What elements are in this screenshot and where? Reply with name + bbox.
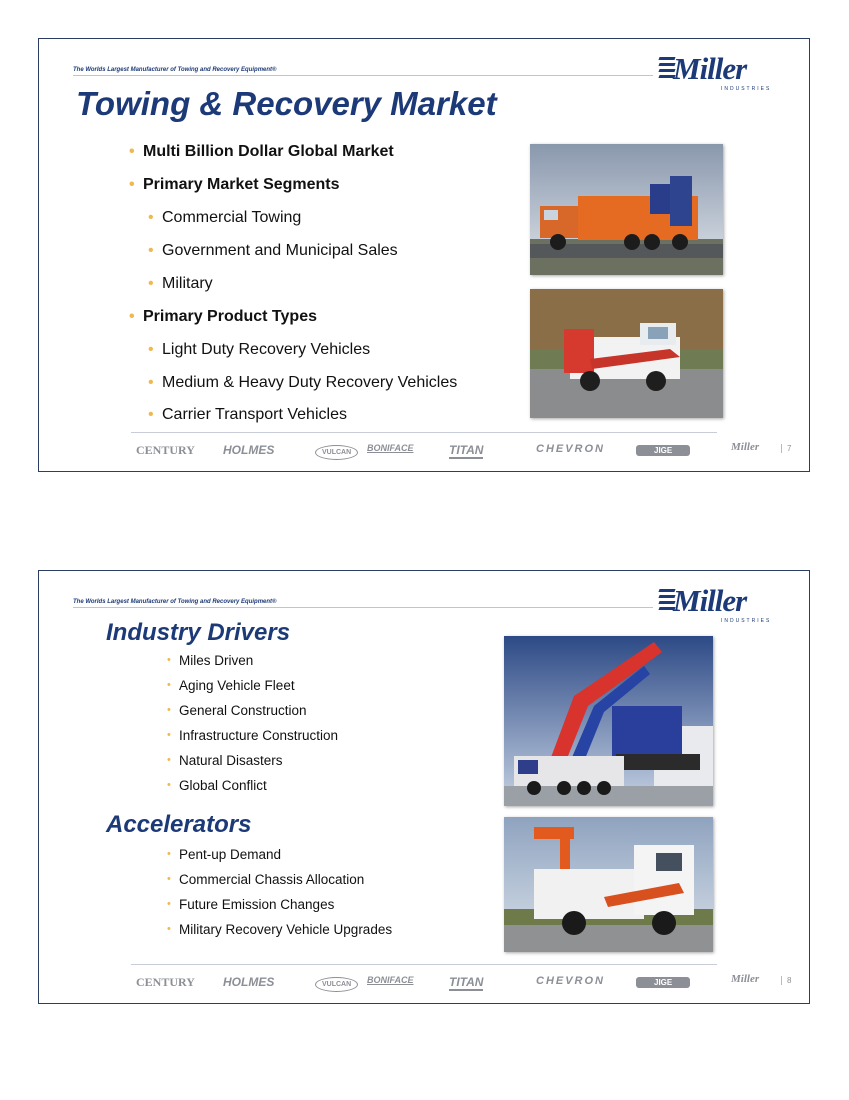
mini-logo: Miller [731,973,760,985]
brand-jige: JIGE [636,977,690,988]
miller-logo [659,583,779,623]
bullet-item: • Medium & Heavy Duty Recovery Vehicles [148,374,458,391]
bullet-dot: • [167,729,171,741]
brand-boniface: BONIFACE [367,975,414,985]
bullet-dot: • [148,209,154,226]
bullet-dot: • [167,873,171,885]
brand-century: CENTURY [136,975,195,989]
bullet-dot: • [167,898,171,910]
logo-sub: INDUSTRIES [721,86,772,92]
list-item: • Commercial Chassis Allocation [167,872,365,887]
bullet-dot: • [148,374,154,391]
brand-holmes: HOLMES [223,975,275,989]
footer-divider [131,432,717,433]
bullet-dot: • [167,848,171,860]
list-item: • Aging Vehicle Fleet [167,678,295,693]
page-number: 7 [781,444,791,453]
tagline: The Worlds Largest Manufacturer of Towing and Recovery Equipment® [73,599,653,608]
bullet-dot: • [129,308,135,325]
bullet-dot: • [167,779,171,791]
brand-titan: TITAN [449,975,484,989]
heading-industry-drivers: Industry Drivers [106,619,291,646]
brand-vulcan: VULCAN [315,977,358,992]
bullet-dot: • [167,923,171,935]
bullet-dot: • [167,754,171,766]
page-number: 8 [781,976,791,985]
list-item: • General Construction [167,703,307,718]
brand-holmes: HOLMES [223,443,275,457]
photo-orange-boom-wrecker [504,817,713,952]
bullet-item: • Carrier Transport Vehicles [148,406,347,423]
photo-orange-wrecker [530,144,723,275]
miller-logo [659,51,779,91]
brand-chevron: CHEVRON [536,443,606,455]
brand-jige: JIGE [636,445,690,456]
brand-strip [131,971,731,993]
bullet-dot: • [148,406,154,423]
photo-heavy-rotator [504,636,713,806]
bullet-item: • Primary Product Types [129,308,317,325]
list-item: • Natural Disasters [167,753,283,768]
list-item: • Global Conflict [167,778,267,793]
brand-boniface: BONIFACE [367,443,414,453]
bullet-item: • Primary Market Segments [129,176,340,193]
accelerators-list [167,847,392,947]
brand-strip [131,439,731,461]
slide-title: Towing & Recovery Market [76,85,497,122]
logo-sub: INDUSTRIES [721,618,772,624]
bullet-dot: • [167,704,171,716]
list-item: • Pent-up Demand [167,847,282,862]
mini-logo: Miller [731,441,760,453]
bullet-dot: • [148,242,154,259]
slide-7 [38,38,810,472]
list-item: • Miles Driven [167,653,254,668]
drivers-list [167,653,338,803]
brand-century: CENTURY [136,443,195,457]
bullet-dot: • [167,679,171,691]
bullet-list [129,143,457,439]
photo-white-wrecker [530,289,723,418]
bullet-dot: • [129,143,135,160]
bullet-dot: • [148,341,154,358]
bullet-dot: • [129,176,135,193]
bullet-item: • Light Duty Recovery Vehicles [148,341,371,358]
logo-word: Miller [673,51,747,86]
brand-chevron: CHEVRON [536,975,606,987]
bullet-item: • Multi Billion Dollar Global Market [129,143,394,160]
list-item: • Future Emission Changes [167,897,335,912]
bullet-item: • Government and Municipal Sales [148,242,398,259]
slide-8 [38,570,810,1004]
list-item: • Infrastructure Construction [167,728,339,743]
heading-accelerators: Accelerators [106,811,252,838]
list-item: • Military Recovery Vehicle Upgrades [167,922,393,937]
logo-word: Miller [673,583,747,618]
bullet-dot: • [167,654,171,666]
tagline: The Worlds Largest Manufacturer of Towing and Recovery Equipment® [73,67,653,76]
bullet-item: • Commercial Towing [148,209,302,226]
footer-divider [131,964,717,965]
brand-vulcan: VULCAN [315,445,358,460]
bullet-dot: • [148,275,154,292]
brand-titan: TITAN [449,443,484,457]
bullet-item: • Military [148,275,213,292]
